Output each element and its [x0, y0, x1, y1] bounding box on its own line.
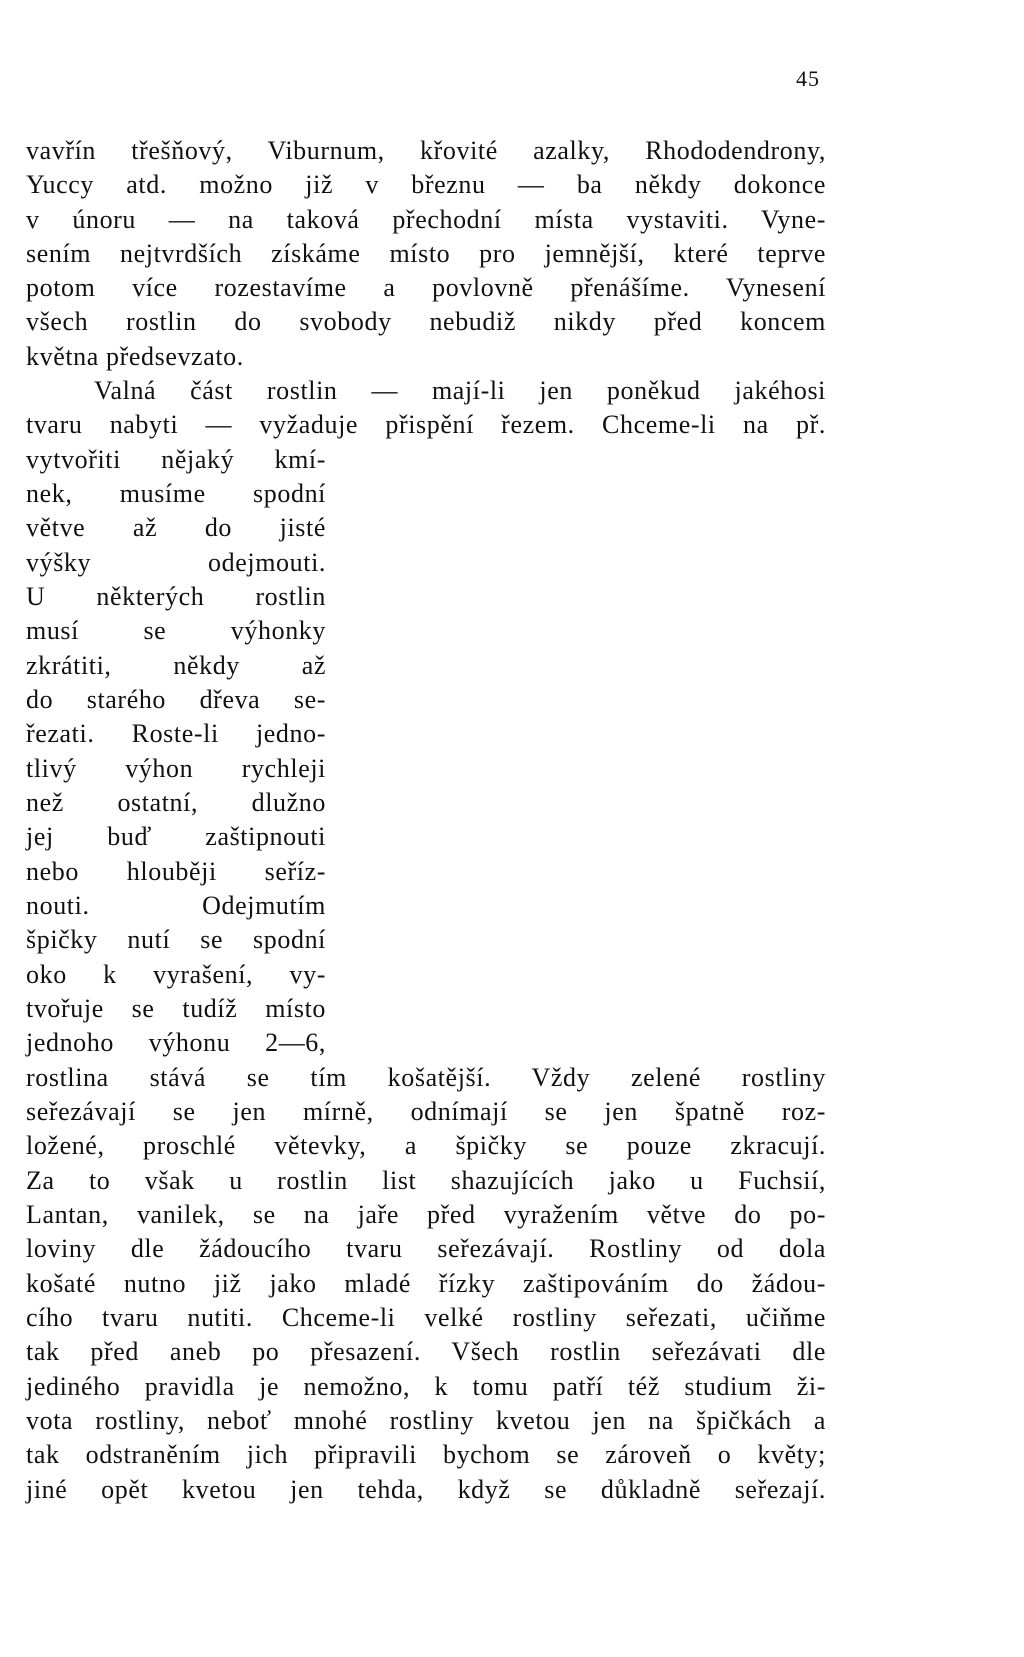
text-line: všech rostlin do svobody nebudiž nikdy před koncem [26, 307, 826, 336]
text-line: do starého dřeva se- [26, 685, 326, 714]
text-line: Yuccy atd. možno již v březnu — ba někdy dokonce [26, 170, 826, 199]
text-line: košaté nutno již jako mladé řízky zaštipováním do žádou- [26, 1269, 826, 1298]
text-line: vytvořiti nějaký kmí- [26, 445, 326, 474]
text-line: loviny dle žádoucího tvaru seřezávají. Rostliny od dola [26, 1234, 826, 1263]
text-line: řezati. Roste-li jedno- [26, 719, 326, 748]
text-line: tak odstraněním jich připravili bychom se zároveň o květy; [26, 1440, 826, 1469]
text-line: tvaru nabyti — vyžaduje přispění řezem. Chceme-li na př. [26, 410, 826, 439]
text-line: jednoho výhonu 2—6, [26, 1028, 326, 1057]
text-line: ložené, proschlé větevky, a špičky se pouze zkracují. [26, 1131, 826, 1160]
text-line: větve až do jisté [26, 513, 326, 542]
text-line: zkrátiti, někdy až [26, 651, 326, 680]
text-line: potom více rozestavíme a povlovně přenášíme. Vynesení [26, 273, 826, 302]
text-line: jej buď zaštipnouti [26, 822, 326, 851]
text-line: jediného pravidla je nemožno, k tomu patří též studium ži- [26, 1372, 826, 1401]
text-line: nek, musíme spodní [26, 479, 326, 508]
paragraph-first-line: Valná část rostlin — mají-li jen poněkud jakéhosi [94, 376, 826, 405]
text-line: sením nejtvrdších získáme místo pro jemnější, které teprve [26, 239, 826, 268]
text-line: než ostatní, dlužno [26, 788, 326, 817]
text-line: seřezávají se jen mírně, odnímají se jen špatně roz- [26, 1097, 826, 1126]
text-line: května předsevzato. [26, 342, 244, 371]
text-line: tvořuje se tudíž místo [26, 994, 326, 1023]
text-line: Za to však u rostlin list shazujících jako u Fuchsií, [26, 1166, 826, 1195]
page-number: 45 [796, 66, 820, 91]
text-line: vavřín třešňový, Viburnum, křovité azalky, Rhododendrony, [26, 136, 826, 165]
text-line: nouti. Odejmutím [26, 891, 326, 920]
text-line: špičky nutí se spodní [26, 925, 326, 954]
text-line: jiné opět kvetou jen tehda, když se důkladně seřezají. [26, 1475, 826, 1504]
text-line: musí se výhonky [26, 616, 326, 645]
text-line: výšky odejmouti. [26, 548, 326, 577]
text-line: rostlina stává se tím košatější. Vždy zelené rostliny [26, 1063, 826, 1092]
text-line: cího tvaru nutiti. Chceme-li velké rostliny seřezati, učiňme [26, 1303, 826, 1332]
text-line: vota rostliny, neboť mnohé rostliny kvetou jen na špičkách a [26, 1406, 826, 1435]
text-line: nebo hlouběji seříz- [26, 857, 326, 886]
text-line: tak před aneb po přesazení. Všech rostlin seřezávati dle [26, 1337, 826, 1366]
text-line: U některých rostlin [26, 582, 326, 611]
text-line: Lantan, vanilek, se na jaře před vyražením větve do po- [26, 1200, 826, 1229]
text-line: tlivý výhon rychleji [26, 754, 326, 783]
text-line: oko k vyrašení, vy- [26, 960, 326, 989]
text-line: v únoru — na taková přechodní místa vystaviti. Vyne- [26, 205, 826, 234]
